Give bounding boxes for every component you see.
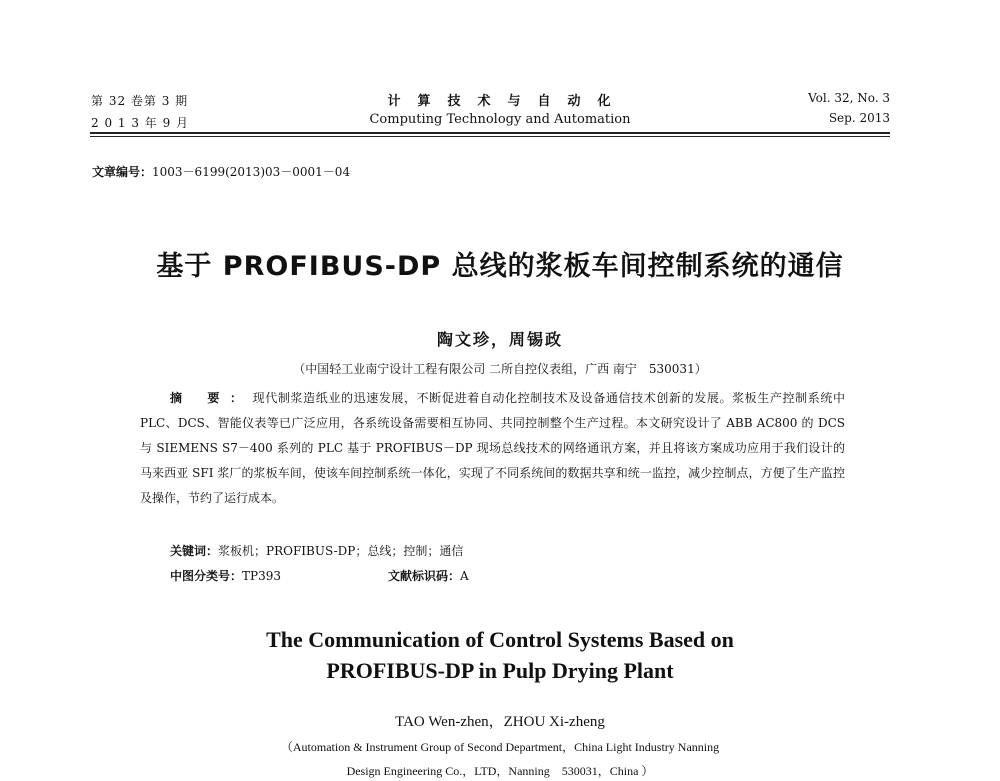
document-code-value: A (460, 569, 469, 583)
document-code-label: 文献标识码： (388, 569, 461, 583)
article-id-value: 1003－6199(2013)03－0001－04 (152, 165, 351, 179)
keywords-label: 关键词： (170, 544, 219, 558)
classification (170, 567, 281, 584)
header-rule-thin (90, 136, 890, 137)
keywords-text: 浆板机；PROFIBUS-DP；总线；控制；通信 (218, 544, 464, 558)
article-id-label: 文章编号： (92, 165, 153, 179)
header-rule-thick (90, 132, 890, 134)
title-cn: 基于 PROFIBUS-DP 总线的浆板车间控制系统的通信 (156, 251, 844, 282)
article-id (92, 163, 350, 180)
volume-en: Vol. 32, No. 3 (808, 91, 890, 105)
abstract (140, 386, 845, 511)
journal-name-cn: 计 算 技 术 与 自 动 化 (387, 94, 613, 109)
affiliation-en-line1: （Automation & Instrument Group of Second Department，China Light Industry Nanning (280, 740, 720, 754)
abstract-text: 现代制浆造纸业的迅速发展，不断促进着自动化控制技术及设备通信技术创新的发展。浆板生产控制系统中 PLC、DCS、智能仪表等已广泛应用，各系统设备需要相互协同、共同控制整个生产过程。本文研究设计了 ABB AC800 的 DCS 与 SIEMENS S7－400 系列的 PLC 基于 PROFIBUS－DP 现场总线技术的网络通讯方案，并且将该方案成功应用于我们设计的马来西亚 SFI 浆厂的浆板车间，使该车间控制系统一体化，实现了不同系统间的数据共享和统一监控，减少控制点，方便了生产监控及操作，节约了运行成本。 (140, 391, 845, 505)
title-en-line1: The Communication of Control Systems Based on (266, 627, 734, 652)
authors-cn: 陶文珍，周锡政 (436, 330, 563, 349)
title-en-line2: PROFIBUS-DP in Pulp Drying Plant (326, 658, 674, 683)
document-code (388, 567, 469, 584)
date-en: Sep. 2013 (828, 111, 890, 125)
affiliation-cn: （中国轻工业南宁设计工程有限公司 二所自控仪表组，广西 南宁 530031） (293, 362, 707, 376)
classification-label: 中图分类号： (170, 569, 243, 583)
date-cn: 2 0 1 3 年 9 月 (91, 116, 190, 130)
affiliation-en-line2: Design Engineering Co.，LTD，Nanning 530031，China ） (346, 764, 654, 778)
classification-value: TP393 (242, 569, 281, 583)
volume-cn: 第 32 卷第 3 期 (91, 94, 189, 108)
abstract-label: 摘 要： (170, 391, 253, 405)
keywords (170, 542, 463, 559)
journal-name-en: Computing Technology and Automation (369, 112, 631, 127)
authors-en: TAO Wen-zhen，ZHOU Xi-zheng (395, 714, 605, 730)
